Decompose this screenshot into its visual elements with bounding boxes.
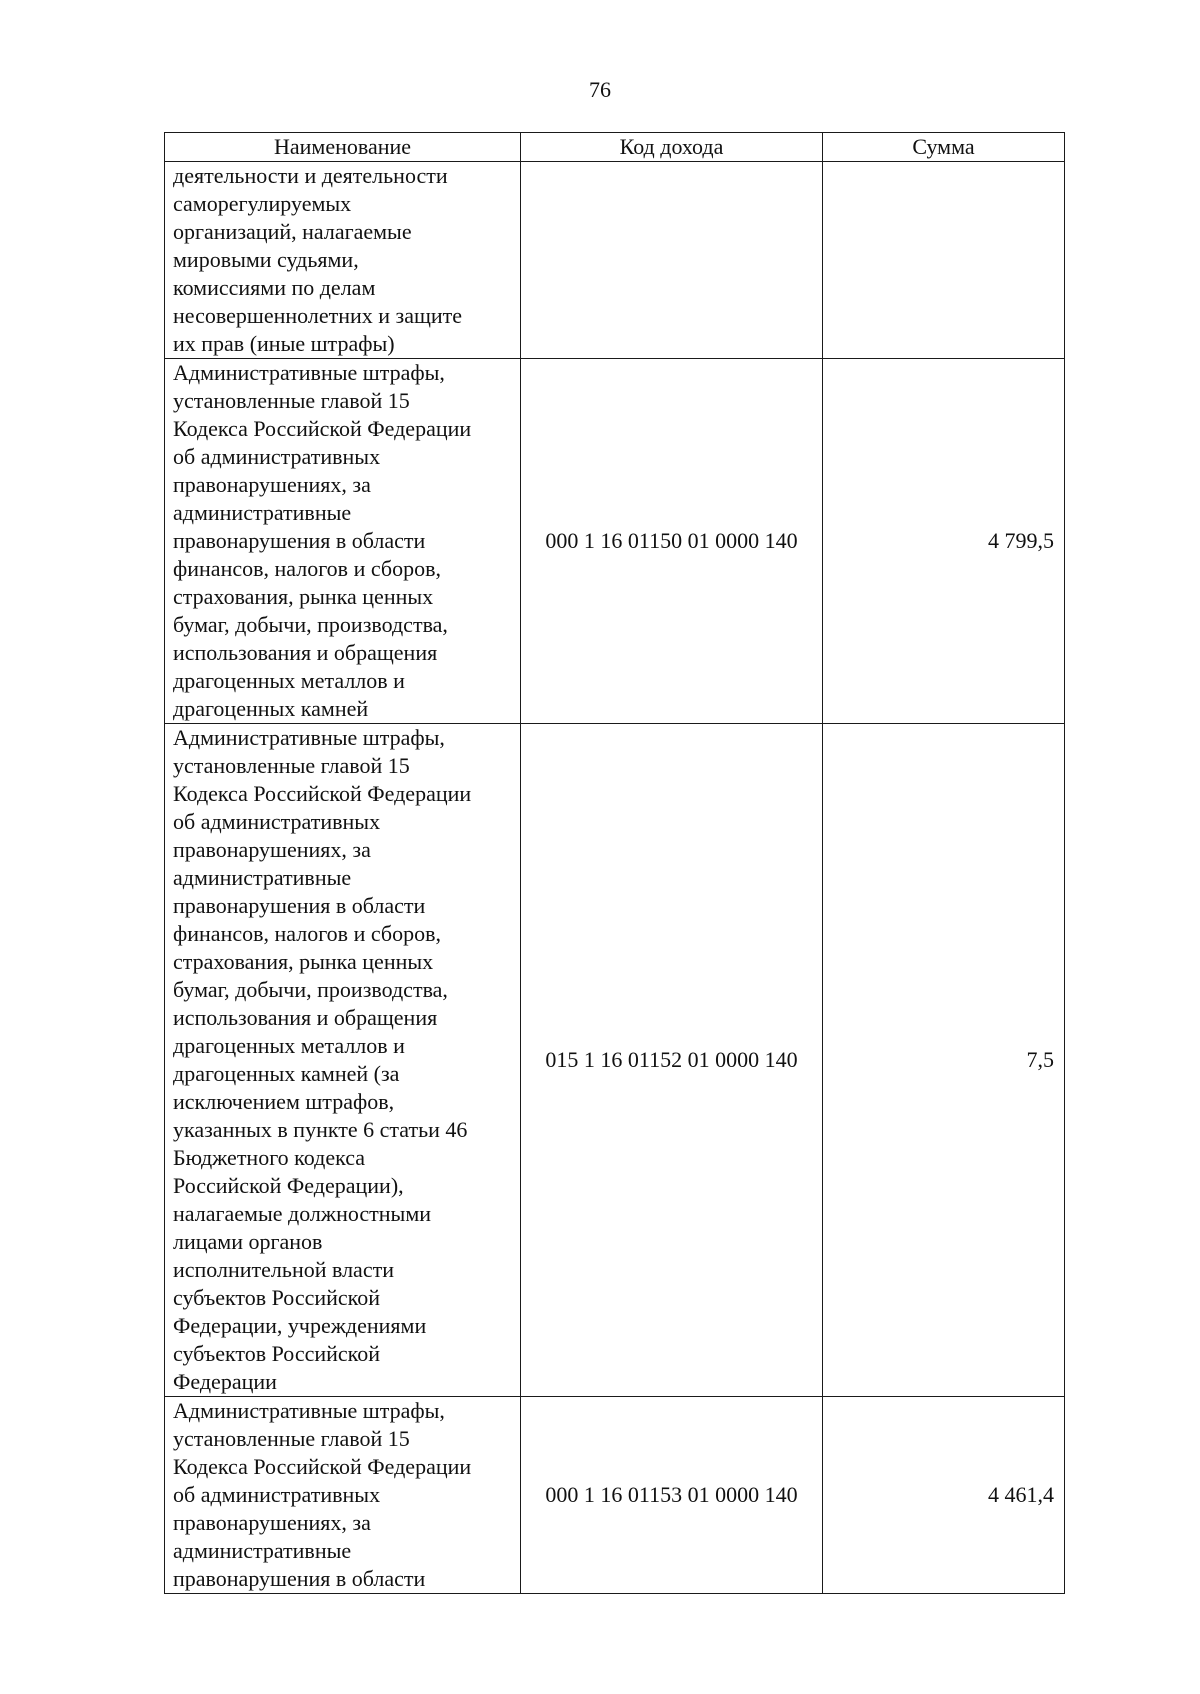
cell-name bbox=[165, 162, 521, 359]
name-line: деятельности и деятельности bbox=[173, 163, 448, 188]
name-line: об административных bbox=[173, 444, 381, 469]
name-line: несовершеннолетних и защите bbox=[173, 303, 463, 328]
name-line: саморегулируемых bbox=[173, 191, 352, 216]
name-line: субъектов Российской bbox=[173, 1341, 381, 1366]
name-line: финансов, налогов и сборов, bbox=[173, 556, 441, 581]
name-line: драгоценных камней bbox=[173, 696, 369, 721]
name-line: правонарушениях, за bbox=[173, 472, 371, 497]
name-line: бумаг, добычи, производства, bbox=[173, 612, 448, 637]
name-line: указанных в пункте 6 статьи 46 bbox=[173, 1117, 468, 1142]
name-line: правонарушения в области bbox=[173, 1566, 426, 1591]
name-line: драгоценных камней (за bbox=[173, 1061, 400, 1086]
column-header-amount: Сумма bbox=[823, 133, 1065, 162]
name-line: их прав (иные штрафы) bbox=[173, 331, 395, 356]
name-line: установленные главой 15 bbox=[173, 388, 410, 413]
name-line: страхования, рынка ценных bbox=[173, 949, 434, 974]
name-line: Административные штрафы, bbox=[173, 725, 445, 750]
name-line: административные bbox=[173, 865, 352, 890]
table-row bbox=[165, 162, 1065, 359]
name-line: драгоценных металлов и bbox=[173, 1033, 405, 1058]
table-row bbox=[165, 359, 1065, 724]
cell-amount bbox=[823, 162, 1065, 359]
name-line: Административные штрафы, bbox=[173, 360, 445, 385]
cell-name bbox=[165, 724, 521, 1397]
name-line: Кодекса Российской Федерации bbox=[173, 781, 472, 806]
name-line: организаций, налагаемые bbox=[173, 219, 412, 244]
name-line: Бюджетного кодекса bbox=[173, 1145, 366, 1170]
name-line: использования и обращения bbox=[173, 1005, 438, 1030]
name-line: правонарушениях, за bbox=[173, 837, 371, 862]
table-row bbox=[165, 724, 1065, 1397]
table-body bbox=[165, 162, 1065, 1594]
cell-amount: 4 461,4 bbox=[823, 1397, 1065, 1594]
name-line: установленные главой 15 bbox=[173, 753, 410, 778]
cell-name bbox=[165, 1397, 521, 1594]
name-line: об административных bbox=[173, 809, 381, 834]
name-line: Кодекса Российской Федерации bbox=[173, 1454, 472, 1479]
name-line: налагаемые должностными bbox=[173, 1201, 432, 1226]
name-line: исключением штрафов, bbox=[173, 1089, 395, 1114]
name-line: административные bbox=[173, 1538, 352, 1563]
cell-revenue-code bbox=[521, 162, 823, 359]
name-line: финансов, налогов и сборов, bbox=[173, 921, 441, 946]
name-line: Кодекса Российской Федерации bbox=[173, 416, 472, 441]
name-line: административные bbox=[173, 500, 352, 525]
cell-name bbox=[165, 359, 521, 724]
name-line: мировыми судьями, bbox=[173, 247, 359, 272]
cell-revenue-code: 015 1 16 01152 01 0000 140 bbox=[521, 724, 823, 1397]
page-number: 76 bbox=[589, 77, 611, 102]
name-line: бумаг, добычи, производства, bbox=[173, 977, 448, 1002]
name-line: правонарушениях, за bbox=[173, 1510, 371, 1535]
name-line: Административные штрафы, bbox=[173, 1398, 445, 1423]
name-line: страхования, рынка ценных bbox=[173, 584, 434, 609]
name-line: субъектов Российской bbox=[173, 1285, 381, 1310]
column-header-name: Наименование bbox=[165, 133, 521, 162]
table-header-row bbox=[165, 133, 1065, 162]
column-header-code: Код дохода bbox=[521, 133, 823, 162]
name-line: Федерации bbox=[173, 1369, 277, 1394]
name-line: Российской Федерации), bbox=[173, 1173, 404, 1198]
revenue-table bbox=[164, 132, 1065, 1594]
cell-amount: 4 799,5 bbox=[823, 359, 1065, 724]
name-line: правонарушения в области bbox=[173, 528, 426, 553]
cell-revenue-code: 000 1 16 01150 01 0000 140 bbox=[521, 359, 823, 724]
name-line: Федерации, учреждениями bbox=[173, 1313, 427, 1338]
cell-amount: 7,5 bbox=[823, 724, 1065, 1397]
name-line: использования и обращения bbox=[173, 640, 438, 665]
cell-revenue-code: 000 1 16 01153 01 0000 140 bbox=[521, 1397, 823, 1594]
name-line: исполнительной власти bbox=[173, 1257, 394, 1282]
name-line: комиссиями по делам bbox=[173, 275, 376, 300]
table-row bbox=[165, 1397, 1065, 1594]
name-line: лицами органов bbox=[173, 1229, 323, 1254]
name-line: правонарушения в области bbox=[173, 893, 426, 918]
revenue-table-container bbox=[164, 132, 1064, 1594]
name-line: установленные главой 15 bbox=[173, 1426, 410, 1451]
name-line: драгоценных металлов и bbox=[173, 668, 405, 693]
name-line: об административных bbox=[173, 1482, 381, 1507]
